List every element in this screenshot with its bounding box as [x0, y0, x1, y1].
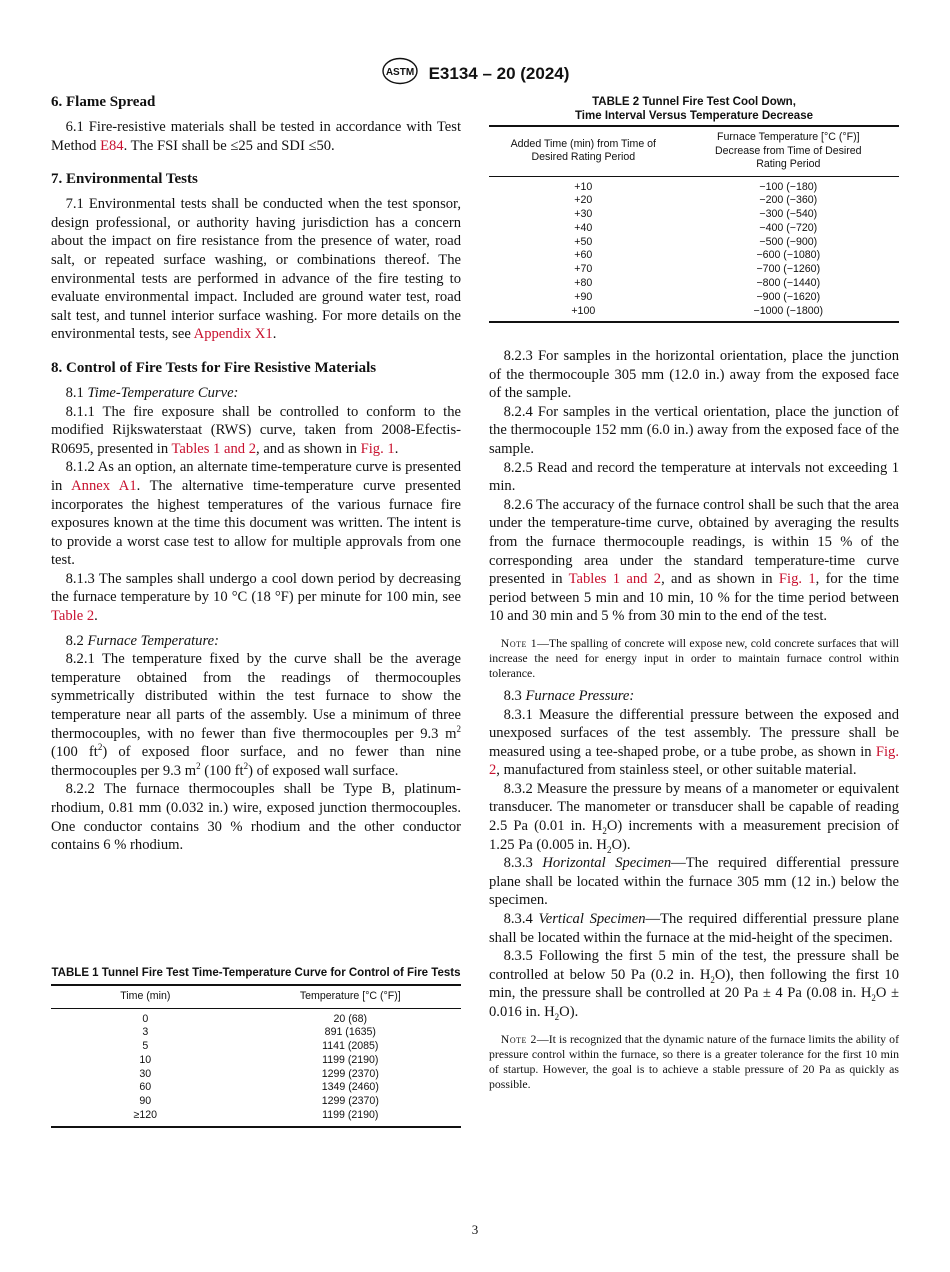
table-2-row-cell: +30 [574, 208, 593, 221]
left-column [51, 92, 461, 855]
table-1-row-cell: ≥120 [133, 1109, 158, 1122]
table-2-row-cell: −200 (−360) [759, 194, 818, 207]
note-1: Note 1—The spalling of concrete will expose new, cold concrete surfaces that will increase the need for energy input in order to maintain furnace control within tolerance. [489, 635, 899, 680]
table-2 [489, 95, 899, 323]
table-2-row [489, 236, 899, 250]
table-1-row [51, 1081, 461, 1095]
table-1 [51, 966, 461, 1128]
table-1-row-cell: 1299 (2370) [321, 1095, 379, 1108]
table-1-row-cell: 3 [142, 1026, 149, 1039]
table-1-row-cell: 1199 (2190) [322, 1053, 379, 1066]
table-2-row-cell: −400 (−720) [759, 221, 818, 234]
table-1-row-cell: 0 [142, 1012, 149, 1025]
table-2-row [489, 194, 899, 208]
link-tables-1-2-right[interactable]: Tables 1 and 2 [568, 571, 662, 588]
table-2-row [489, 277, 899, 291]
section-8-heading: 8. Control of Fire Tests for Fire Resistive Materials [51, 359, 377, 376]
para-8-1-1: 8.1.1 The fire exposure shall be controlled to conform to the modified Rijkswaterstaat (RWS) curve, taken from 2008-Efectis-R0695, presented in Tables 1 and 2, and as shown in Fig. 1. [51, 403, 461, 457]
table-2-row-cell: −800 (−1440) [756, 277, 821, 290]
table-2-row-cell: +20 [574, 194, 593, 207]
para-8-2-1: 8.2.1 The temperature fixed by the curve shall be the average temperature obtained from the readings of thermocouples symmetrically distributed within the test furnace to show the temperature near all parts of the assembly. Use a minimum of three thermocouples, with no fewer than five thermocouples per 9.3 $m^2$ (100 $ft^2$) of exposed floor surface, and no fewer than nine thermocouples per 9.3 $m^2$ (100 $ft^2$) of exposed wall surface. [51, 651, 461, 779]
document-designation: E3134 – 20 (2024) [428, 63, 570, 83]
table-2-row [489, 291, 899, 305]
table-1-row-cell: 20 (68) [333, 1012, 368, 1025]
table-1-row-cell: 1299 (2370) [321, 1067, 379, 1080]
table-2-row-cell: −600 (−1080) [756, 249, 821, 262]
table-1-row [51, 1068, 461, 1082]
table-2-row-cell: +100 [571, 304, 596, 317]
table-1-row-cell: 10 [139, 1053, 152, 1066]
para-8-1-2: 8.1.2 As an option, an alternate time-temperature curve is presented in Annex A1. The alternative time-temperature curve presented incorporates the highest temperatures of the various furnace fire exposures known at the time this document was written. The intent is to provide a worst case test to allow for multiple approvals from one test. [51, 459, 461, 569]
svg-text:ASTM: ASTM [385, 67, 414, 78]
table-1-row-cell: 1141 (2085) [322, 1040, 379, 1053]
table-2-row [489, 222, 899, 236]
table-1-row [51, 1095, 461, 1109]
table-1-caption: TABLE 1 Tunnel Fire Test Time-Temperature Curve for Control of Fire Tests [51, 967, 461, 979]
table-1-row [51, 1040, 461, 1054]
para-8-3-2: 8.3.2 Measure the pressure by means of a manometer or equivalent transducer. The manometer or transducer shall be capable of reading 2.5 Pa (0.01 in. $H_2O$) increments with a measurement precision of 1.25 Pa (0.005 in. $H_2O$). [489, 780, 899, 855]
table-2-row-cell: −300 (−540) [759, 208, 818, 221]
para-8-2-5: 8.2.5 Read and record the temperature at intervals not exceeding 1 min. [489, 459, 899, 495]
table-1-row-cell: 30 [139, 1067, 152, 1080]
table-1-header-temp: Temperature [°C (°F)] [299, 990, 401, 1002]
table-2-row-cell: −100 (−180) [759, 180, 818, 193]
astm-logo-icon [381, 57, 419, 90]
para-8-3: 8.3 Furnace Pressure: [503, 687, 635, 704]
table-2-row-cell: +60 [574, 249, 593, 262]
section-6-heading: 6. Flame Spread [51, 94, 156, 110]
link-tables-1-2[interactable]: Tables 1 and 2 [171, 440, 257, 457]
table-2-row [489, 305, 899, 323]
para-8-2-4: 8.2.4 For samples in the vertical orientation, place the junction of the thermocouple 152 mm (6.0 in.) away from the exposed face of the sample. [489, 403, 899, 457]
table-1-row-cell: 1349 (2460) [321, 1081, 379, 1094]
para-8-2-6: 8.2.6 The accuracy of the furnace control shall be such that the area under the temperature-time curve, obtained by averaging the results from the furnace thermocouple readings, is within 15 % of the corresponding area under the standard temperature-time curve presented in Tables 1 and 2, and as shown in Fig. 1, for the time period between 5 min and 10 min, 10 % for the time period between 10 and 30 min and 5 % from 30 min to the end of the test. [489, 496, 899, 625]
table-2-row [489, 208, 899, 222]
para-8-2-2: 8.2.2 The furnace thermocouples shall be Type B, platinum-rhodium, 0.81 mm (0.032 in.) wire, exposed junction thermocouples. One conductor contains 30 % rhodium and the other conductor contains 6 % rhodium. [51, 781, 461, 854]
para-8-2: 8.2 Furnace Temperature: [65, 632, 219, 649]
table-1-row-cell: 891 (1635) [324, 1026, 376, 1039]
para-8-1: 8.1 Time-Temperature Curve: [65, 384, 239, 401]
page-header [0, 57, 950, 90]
para-8-3-5: 8.3.5 Following the first 5 min of the test, the pressure shall be controlled at below 50 Pa (0.2 in. $H_2O$), then following the first 10 min, the pressure shall be controlled at 20 Pa ± 4 Pa (0.08 in. $H_2O \pm 0.016$ in. $H_2O$). [489, 948, 899, 1022]
table-2-row-cell: +70 [574, 263, 593, 276]
link-appendix-x1[interactable]: Appendix X1 [193, 326, 273, 343]
table-1-row [51, 1008, 461, 1026]
link-fig-1[interactable]: Fig. 1 [360, 440, 395, 457]
link-fig-2[interactable]: Fig. 2 [489, 743, 899, 779]
table-2-caption: TABLE 2 Tunnel Fire Test Cool Down, Time Interval Versus Temperature Decrease [574, 96, 813, 122]
table-2-row [489, 249, 899, 263]
para-8-3-3: 8.3.3 Horizontal Specimen—The required differential pressure plane shall be located within the furnace 305 mm (12 in.) below the specimen. [489, 855, 899, 909]
table-2-header-time: Added Time (min) from Time of Desired Rating Period [510, 137, 656, 164]
para-8-3-1: 8.3.1 Measure the differential pressure between the exposed and unexposed surfaces of the test assembly. The pressure shall be measured using a tee-shaped probe, or a tube probe, as shown in Fig. 2, manufactured from stainless steel, or other suitable material. [489, 706, 899, 779]
table-2-row-cell: +50 [574, 235, 593, 248]
table-1-row [51, 1054, 461, 1068]
table-1-row-cell: 60 [139, 1081, 152, 1094]
link-e84[interactable]: E84 [100, 137, 124, 154]
table-2-row-cell: +10 [574, 180, 593, 193]
link-annex-a1[interactable]: Annex A1 [71, 477, 137, 494]
table-2-row-cell: −500 (−900) [759, 235, 818, 248]
link-table-2[interactable]: Table 2 [51, 608, 95, 625]
table-1-row [51, 1109, 461, 1127]
para-7-1: 7.1 Environmental tests shall be conducted when the test sponsor, design professional, or authority having jurisdiction has a concern about the impact on fire resistance from the presence of water, road salt, or repeated surface washing, or combinations thereof. The environmental tests are performed in advance of the fire testing to evaluate environmental impact. Included are ground water test, road salt test, and tunnel interior surface washing. For more details on the environmental tests, see Appendix X1. [51, 196, 461, 343]
table-1-row-cell: 1199 (2190) [322, 1109, 379, 1122]
table-1-row [51, 1026, 461, 1040]
table-2-row-cell: −1000 (−1800) [753, 304, 824, 317]
section-7-heading: 7. Environmental Tests [51, 171, 198, 188]
table-2-row-cell: −700 (−1260) [756, 263, 821, 276]
para-8-1-3: 8.1.3 The samples shall undergo a cool down period by decreasing the furnace temperature by 10 °C (18 °F) per minute for 100 min, see Table 2. [51, 570, 461, 625]
table-1-header-time: Time (min) [120, 990, 171, 1002]
page-number: 3 [471, 1222, 479, 1237]
table-2-row [489, 176, 899, 194]
table-2-row-cell: +80 [574, 277, 593, 290]
table-2-row-cell: +40 [574, 221, 593, 234]
link-fig-1-right[interactable]: Fig. 1 [778, 571, 816, 588]
para-8-3-4: 8.3.4 Vertical Specimen—The required differential pressure plane shall be located within the furnace at the mid-height of the specimen. [489, 911, 899, 946]
para-6-1: 6.1 Fire-resistive materials shall be tested in accordance with Test Method E84. The FSI shall be ≤25 and SDI ≤50. [51, 119, 461, 154]
table-2-row-cell: −900 (−1620) [756, 290, 821, 303]
table-1-row-cell: 90 [139, 1095, 152, 1108]
table-2-row-cell: +90 [574, 290, 593, 303]
note-2: Note 2—It is recognized that the dynamic nature of the furnace limits the ability of pressure control within the furnace, so there is a greater tolerance for the first 10 min of startup. However, the goal is to achieve a stable pressure of 20 Pa as quickly as possible. [489, 1031, 900, 1091]
para-8-2-3: 8.2.3 For samples in the horizontal orientation, place the junction of the thermocouple 305 mm (12.0 in.) away from the exposed face of the sample. [489, 348, 899, 402]
table-1-row-cell: 5 [142, 1040, 149, 1053]
table-2-header-temp: Furnace Temperature [°C (°F)] Decrease from Time of Desired Rating Period [714, 131, 862, 170]
table-2-row [489, 263, 899, 277]
right-column [489, 347, 899, 1092]
